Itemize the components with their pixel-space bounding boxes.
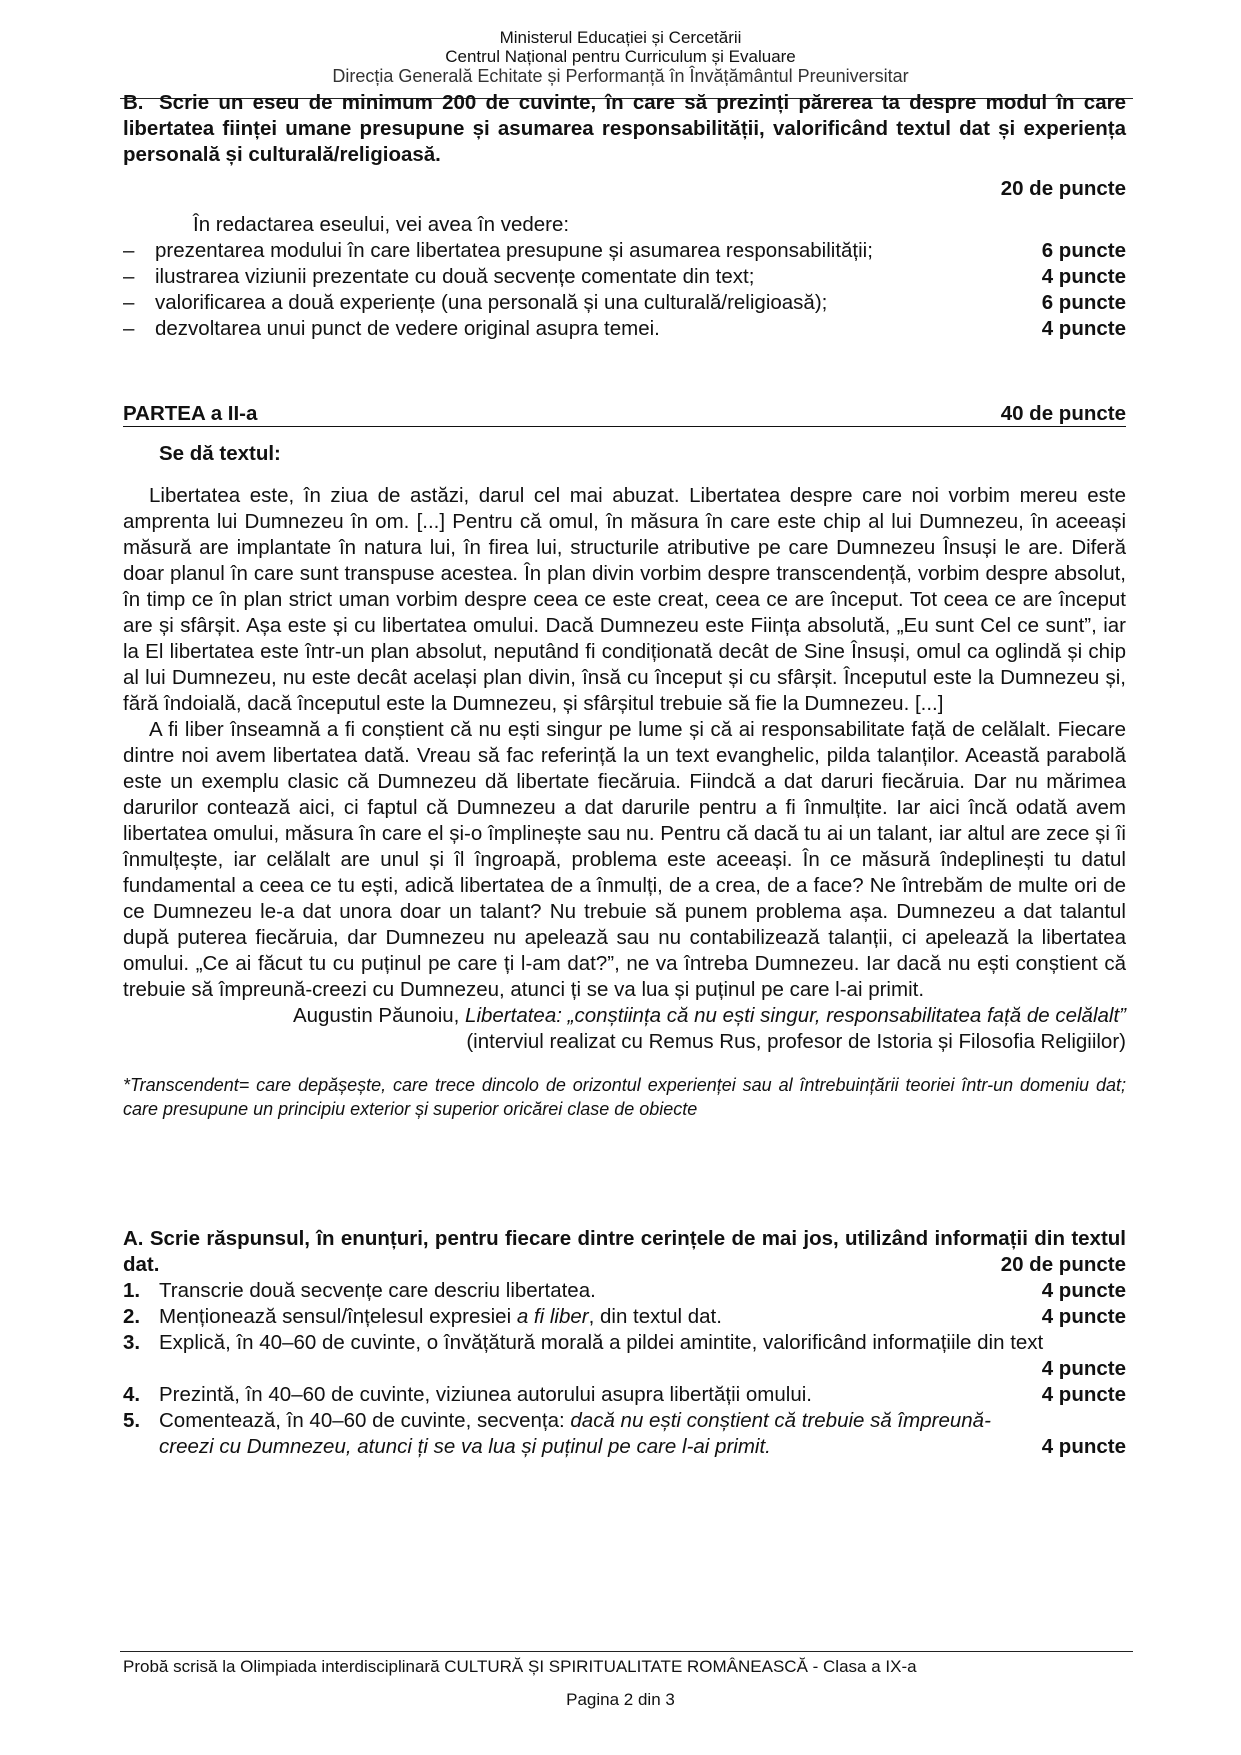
question-text xyxy=(159,1278,1042,1304)
section-b xyxy=(123,90,1126,342)
source-author: Augustin Păunoiu, xyxy=(292,1004,466,1027)
question-item xyxy=(123,1278,1126,1304)
criterion-text: dezvoltarea unui punct de vedere original asupra temei. xyxy=(155,317,660,340)
question-text xyxy=(159,1382,1042,1408)
criterion-item xyxy=(123,238,1126,264)
criterion-points: 6 puncte xyxy=(1041,291,1126,314)
question-item xyxy=(123,1304,1126,1330)
criterion-item xyxy=(123,264,1126,290)
partea-2-heading xyxy=(123,402,1126,427)
given-text-label: Se dă textul: xyxy=(159,442,281,465)
partea-2-points: 40 de puncte xyxy=(1000,402,1126,425)
question-text xyxy=(159,1408,1042,1460)
question-text-main: Prezintă, în 40–60 de cuvinte, viziunea autorului asupra libertății omului. xyxy=(159,1383,812,1406)
header-direction: Direcția Generală Echitate și Performanță în Învățământul Preuniversitar xyxy=(332,66,909,86)
partea-2 xyxy=(123,402,1126,1121)
section-a xyxy=(123,1226,1126,1460)
dash: – xyxy=(123,265,135,288)
header-ministry: Ministerul Educației și Cercetării xyxy=(499,28,742,47)
question-text-main: Menționează sensul/înțelesul expresiei xyxy=(159,1305,517,1328)
question-text-emphasis: dacă nu ești conștient că trebuie să împreună-creezi cu Dumnezeu, atunci ți se va lua și puținul pe care l-ai primit. xyxy=(159,1409,991,1458)
text-paragraph-1: Libertatea este, în ziua de astăzi, darul cel mai abuzat. Libertatea despre care noi vorbim mereu este amprenta lui Dumnezeu în om. [...] Pentru că omul, în măsura în care este chip al lui Dumnezeu, în aceeași măsură are implantate în natura lui, în firea lui, structurile atributive pe care Dumnezeu Însuși le are. Diferă doar planul în care sunt transpuse acestea. În plan divin vorbim despre transcendență, vorbim despre absolut, în timp ce în plan strict uman vorbim despre ceea ce este creat, ceea ce are început. Tot ceea ce are început are și sfârșit. Așa este și cu libertatea omului. Dacă Dumnezeu este Ființa absolută, „Eu sunt Cel ce sunt”, iar la El libertatea este într-un plan absolut, neputând fi condiționată decât de Sine Însuși, omul ca oglindă și chip al lui Dumnezeu, nu este decât același plan divin, însă cu început și cu sfârșit. Începutul este la Dumnezeu și, fără îndoială, dacă începutul este la Dumnezeu, și sfârșitul trebuie să fie la Dumnezeu. [...] xyxy=(123,484,1126,715)
question-text xyxy=(159,1330,1126,1356)
question-number: 5. xyxy=(123,1409,141,1432)
question-item xyxy=(123,1408,1126,1460)
question-item xyxy=(123,1382,1126,1408)
question-points: 4 puncte xyxy=(1041,1435,1126,1458)
question-text-main: Explică, în 40–60 de cuvinte, o învățătură morală a pildei amintite, valorificând informațiile din text xyxy=(159,1331,1044,1354)
criterion-points: 4 puncte xyxy=(1041,317,1126,340)
criterion-text: valorificarea a două experiențe (una personală și una culturală/religioasă); xyxy=(155,291,828,314)
question-number: 2. xyxy=(123,1305,141,1328)
dash: – xyxy=(123,239,135,262)
section-a-task-text: A. Scrie răspunsul, în enunțuri, pentru fiecare dintre cerințele de mai jos, utilizând informații din textul dat. xyxy=(123,1227,1126,1276)
question-text xyxy=(159,1304,1042,1330)
text-paragraph-2: A fi liber înseamnă a fi conștient că nu ești singur pe lume și că ai responsabilitate față de celălalt. Fiecare dintre noi avem libertatea dată. Vreau să fac referință la un text evanghelic, pilda talanților. Această parabolă este un exemplu clasic că Dumnezeu dă libertate fiecăruia. Fiindcă a dat daruri fiecăruia. Dar nu mărimea darurilor contează aici, ci faptul că Dumnezeu a dat darurile pentru a fi înmulțite. Iar aici încă odată avem libertatea omului, măsura în care el și-o împlinește sau nu. Pentru că dacă tu ai un talant, iar altul are zece și îi înmulțește, iar celălalt are unul și îl îngroapă, problema este aceeași. În ce măsură îndeplinești tu datul fundamental a ceea ce tu ești, adică libertatea de a înmulți, de a crea, de a face? Ne întrebăm de multe ori de ce Dumnezeu le-a dat unora doar un talant? Nu trebuie să punem problema așa. Dumnezeu a dat talantul după puterea fiecăruia, dar Dumnezeu nu apelează sau nu contabilizează talanții, ci apelează la libertatea omului. „Ce ai făcut tu cu puținul pe care ți l-am dat?”, ne va întreba Dumnezeu. Iar dacă nu ești conștient că trebuie să împreună-creezi cu Dumnezeu, atunci ți se va lua și puținul pe care l-ai primit. xyxy=(123,718,1126,1001)
source-title: Libertatea: „conștiința că nu ești singur, responsabilitatea față de celălalt” xyxy=(465,1004,1126,1027)
partea-2-title: PARTEA a II-a xyxy=(123,402,258,425)
section-b-points: 20 de puncte xyxy=(1000,177,1126,200)
question-points: 4 puncte xyxy=(1041,1305,1126,1328)
question-number: 4. xyxy=(123,1383,141,1406)
question-item xyxy=(123,1330,1126,1356)
footnote-transcendent: *Transcendent= care depășește, care trece dincolo de orizontul experienței sau al întrebuințării teoriei într-un domeniu dat; care presupune un principiu exterior și superior oricărei clase de obiecte xyxy=(123,1075,1126,1119)
source-citation xyxy=(123,1003,1126,1029)
question-points: 4 puncte xyxy=(1041,1279,1126,1302)
question-points: 4 puncte xyxy=(1041,1383,1126,1406)
section-a-points: 20 de puncte xyxy=(1000,1253,1126,1276)
dash: – xyxy=(123,317,135,340)
footer-divider xyxy=(120,1651,1133,1652)
question-text-main: Comentează, în 40–60 de cuvinte, secvența: xyxy=(159,1409,571,1432)
dash: – xyxy=(123,291,135,314)
question-points: 4 puncte xyxy=(1041,1357,1126,1380)
question-text-main: Transcrie două secvențe care descriu libertatea. xyxy=(159,1279,596,1302)
header-center: Centrul Național pentru Curriculum și Evaluare xyxy=(445,47,796,66)
criterion-item xyxy=(123,316,1126,342)
criteria-list xyxy=(123,238,1126,342)
criterion-text: prezentarea modului în care libertatea presupune și asumarea responsabilității; xyxy=(155,239,873,262)
section-b-intro: În redactarea eseului, vei avea în vedere: xyxy=(193,213,570,236)
criterion-item xyxy=(123,290,1126,316)
footer-text: Probă scrisă la Olimpiada interdisciplinară CULTURĂ ȘI SPIRITUALITATE ROMÂNEASCĂ - Clasa a IX-a xyxy=(123,1657,917,1676)
source-note: (interviul realizat cu Remus Rus, profesor de Istoria și Filosofia Religiilor) xyxy=(466,1030,1126,1053)
question-number: 3. xyxy=(123,1331,141,1354)
criterion-text: ilustrarea viziunii prezentate cu două secvențe comentate din text; xyxy=(155,265,755,288)
section-b-task xyxy=(123,90,1126,168)
section-b-task-text: Scrie un eseu de minimum 200 de cuvinte, în care să prezinți părerea ta despre modul în care libertatea ființei umane presupune și asumarea responsabilității, valorificând textul dat și experiența personală și culturală/religioasă. xyxy=(123,91,1126,166)
page-header xyxy=(0,28,1241,87)
criterion-points: 6 puncte xyxy=(1041,239,1126,262)
page-number: Pagina 2 din 3 xyxy=(566,1690,675,1709)
section-b-label: B. xyxy=(123,91,144,114)
criterion-points: 4 puncte xyxy=(1041,265,1126,288)
question-number: 1. xyxy=(123,1279,141,1302)
question-text-emphasis: a fi liber xyxy=(516,1305,589,1328)
question-text-tail: , din textul dat. xyxy=(588,1305,722,1328)
